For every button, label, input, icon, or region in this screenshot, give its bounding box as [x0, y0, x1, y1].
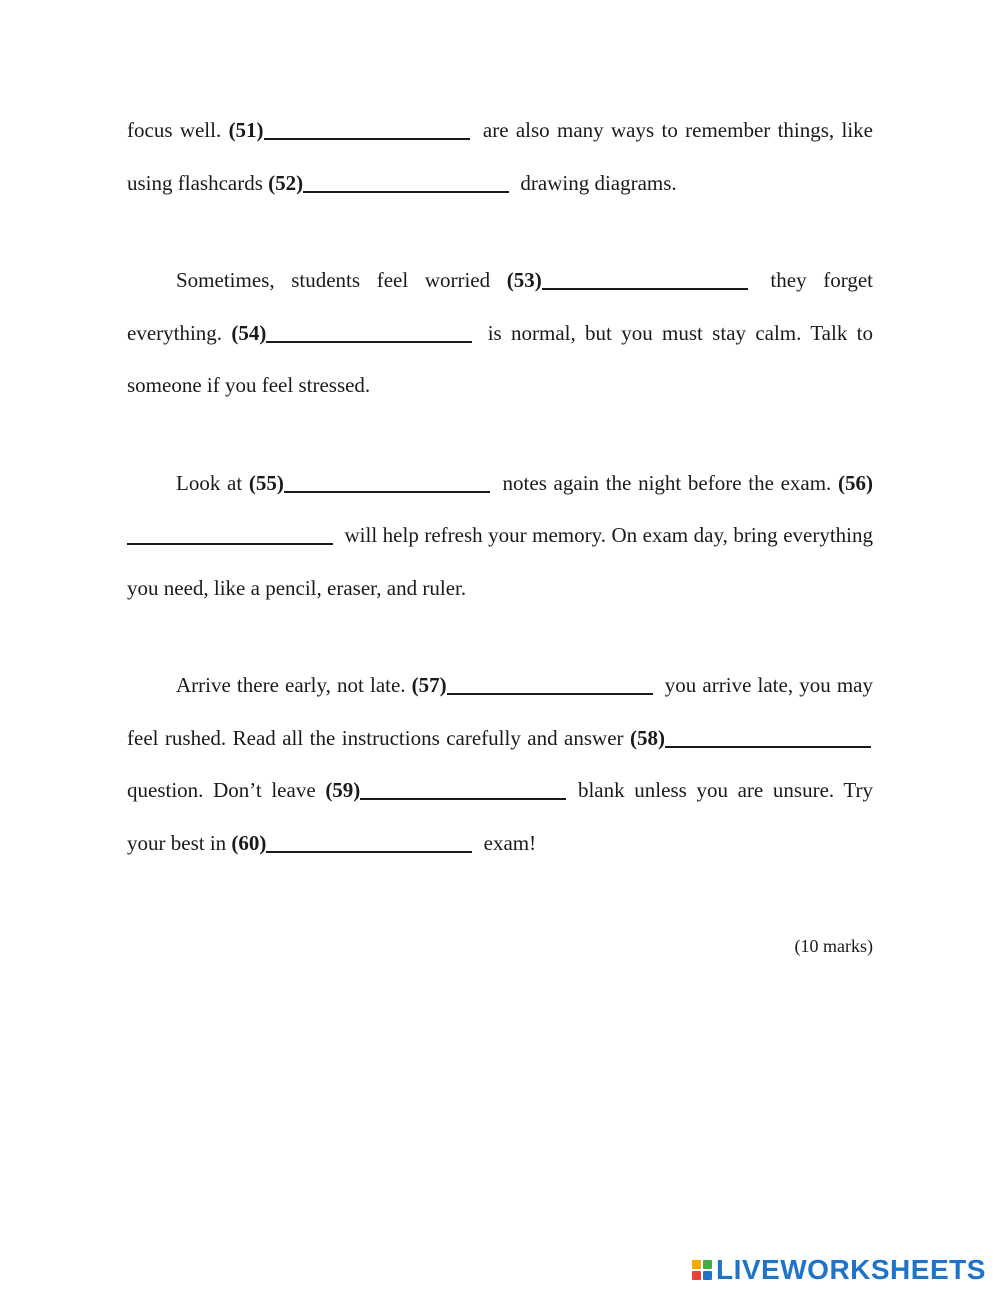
paragraph-2 — [127, 254, 873, 412]
text: blank unless you are unsure. Try your best in — [127, 778, 874, 855]
worksheet-page — [127, 104, 873, 914]
logo-block — [692, 1260, 701, 1269]
logo-blocks-icon — [692, 1260, 712, 1280]
question-number-54: (54) — [231, 320, 267, 345]
answer-blank-55[interactable] — [284, 471, 490, 493]
question-number-51: (51) — [228, 118, 264, 142]
text: Look at — [176, 470, 249, 495]
logo-block — [692, 1271, 701, 1280]
answer-blank-57[interactable] — [447, 673, 653, 695]
question-number-60: (60) — [231, 830, 267, 855]
text: Arrive there early, not late. — [176, 673, 412, 697]
text: is normal, but you must stay calm. Talk to someone if you feel stressed. — [127, 320, 873, 397]
answer-blank-60[interactable] — [266, 831, 472, 853]
text: are also many ways to remember things, like using flashcards — [127, 118, 873, 195]
answer-blank-52[interactable] — [303, 171, 509, 193]
answer-blank-51[interactable] — [264, 118, 470, 140]
question-number-55: (55) — [248, 470, 284, 495]
text: question. Don’t leave — [127, 778, 326, 802]
liveworksheets-logo — [692, 1254, 986, 1286]
text: Sometimes, students feel worried — [176, 268, 507, 292]
answer-blank-59[interactable] — [360, 778, 566, 800]
answer-blank-56[interactable] — [127, 523, 333, 545]
text: notes again the night before the exam. — [495, 470, 838, 495]
answer-blank-53[interactable] — [542, 268, 748, 290]
question-number-52: (52) — [268, 170, 304, 195]
logo-block — [703, 1271, 712, 1280]
question-number-57: (57) — [411, 673, 447, 697]
text: you arrive late, you may feel rushed. Read all the instructions carefully and answer — [127, 673, 873, 750]
paragraph-1 — [127, 104, 873, 209]
logo-block — [703, 1260, 712, 1269]
text: drawing diagrams. — [515, 170, 677, 195]
answer-blank-54[interactable] — [266, 321, 472, 343]
question-number-56: (56) — [838, 470, 873, 495]
logo-text: LIVEWORKSHEETS — [716, 1254, 986, 1285]
question-number-53: (53) — [506, 268, 542, 292]
answer-blank-58[interactable] — [665, 726, 871, 748]
text: focus well. — [127, 118, 229, 142]
paragraph-4 — [127, 659, 873, 869]
text: exam! — [478, 830, 537, 855]
paragraph-3 — [127, 457, 873, 615]
text: will help refresh your memory. On exam day, bring everything you need, like a pencil, eraser, and ruler. — [127, 523, 873, 600]
question-number-59: (59) — [325, 778, 361, 802]
marks-label: (10 marks) — [794, 936, 873, 956]
question-number-58: (58) — [630, 725, 665, 750]
text: they forget everything. — [127, 268, 873, 345]
